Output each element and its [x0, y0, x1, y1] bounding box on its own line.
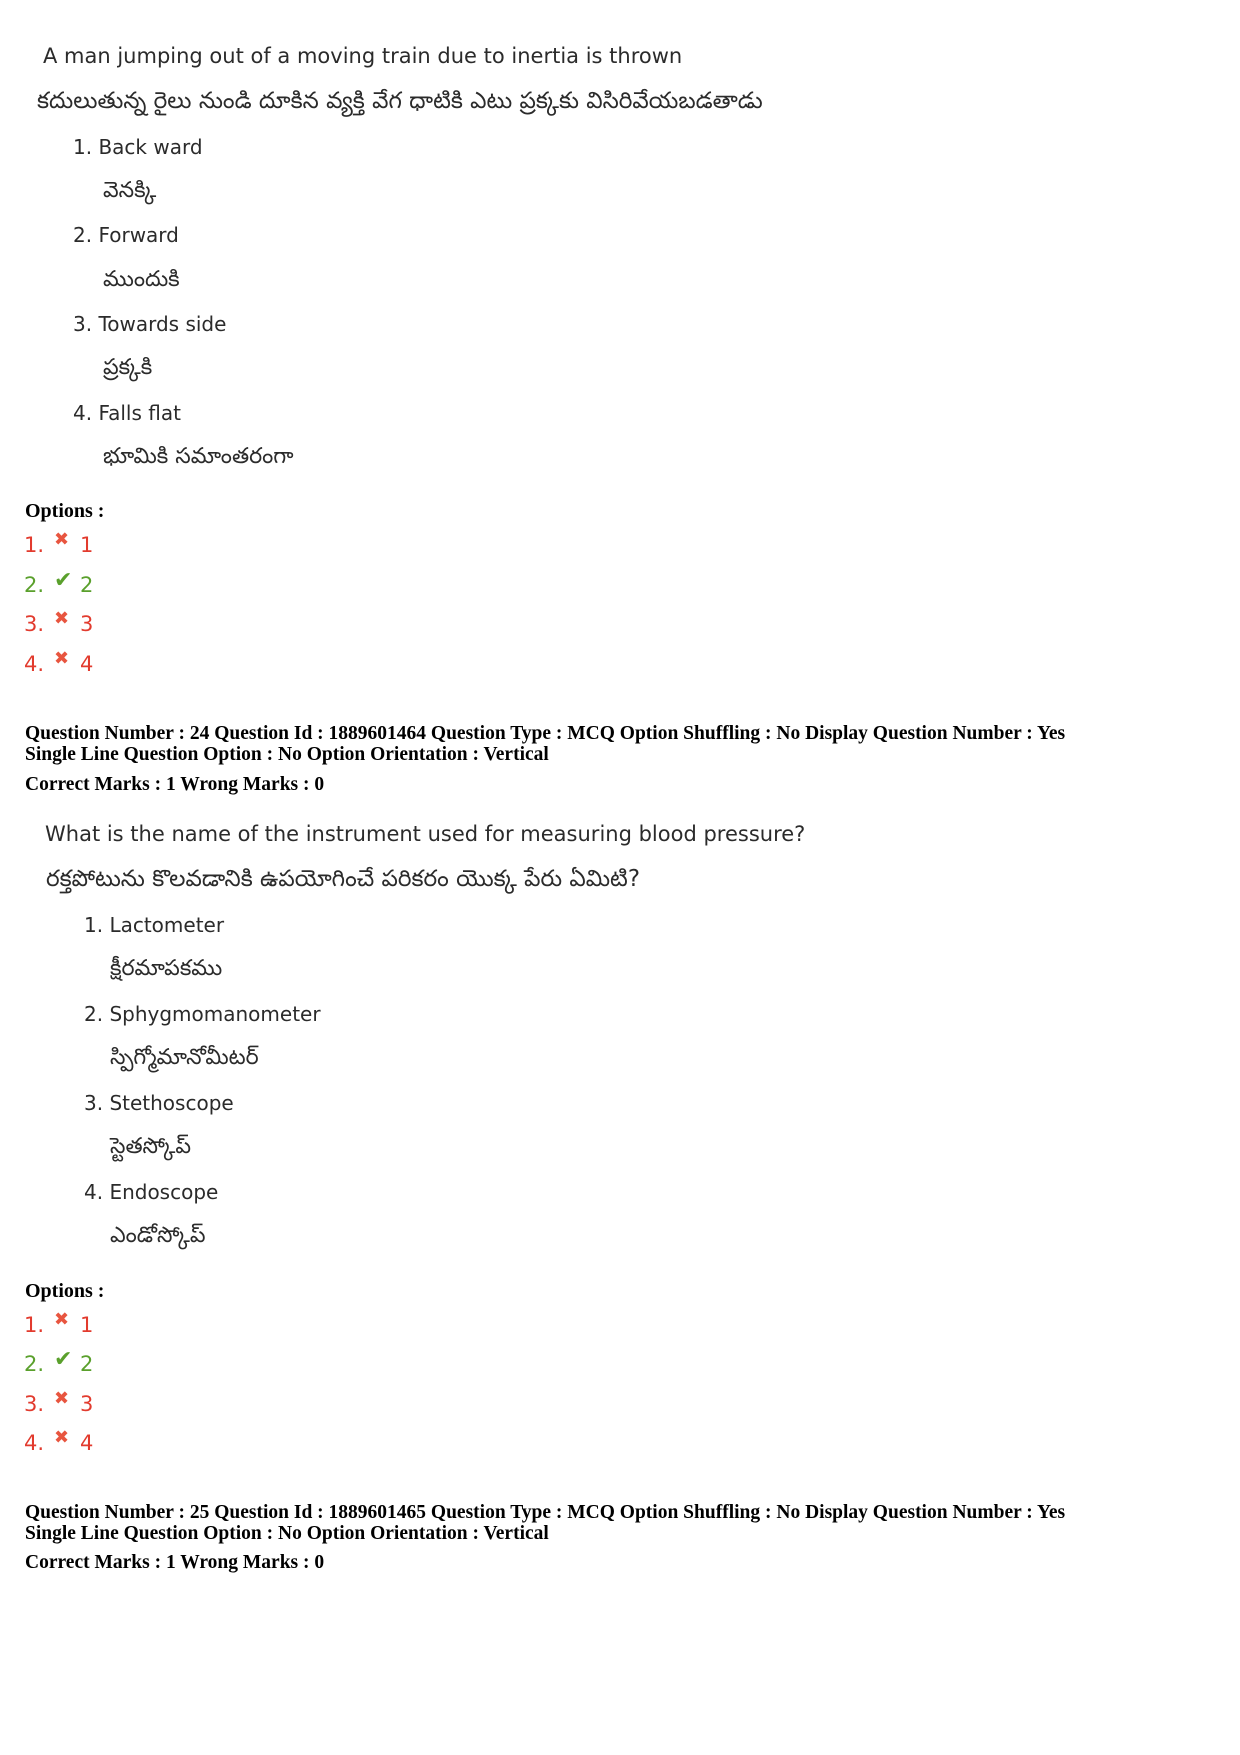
- choice-2-te: ముందుకి: [103, 267, 180, 292]
- choice-1-te: క్షీరమాపకము: [110, 956, 223, 981]
- question-meta-line-2: Single Line Question Option : No Option Orientation : Vertical: [25, 1523, 549, 1544]
- answer-value: 3: [80, 612, 94, 636]
- choice-4-en: 4. Falls flat: [73, 401, 181, 425]
- cross-icon: ✖: [54, 648, 70, 669]
- answer-value: 2: [80, 1352, 94, 1376]
- answer-option-4: [24, 1427, 94, 1459]
- check-icon: ✔: [54, 568, 73, 593]
- answer-value: 4: [80, 652, 94, 676]
- answer-number: 1.: [24, 1313, 45, 1337]
- answer-number: 4.: [24, 652, 45, 676]
- choice-1-te: వెనక్కి: [103, 178, 157, 203]
- answer-option-2: [24, 1347, 94, 1380]
- choice-3-te: స్టెతస్కోప్: [110, 1134, 192, 1159]
- choice-3-te: ప్రక్కకి: [103, 355, 153, 380]
- choice-4-te: ఎండోస్కోప్: [110, 1223, 206, 1248]
- answer-number: 2.: [24, 1352, 45, 1376]
- question-meta-line-1: Question Number : 25 Question Id : 1889601465 Question Type : MCQ Option Shuffling : No Display Question Number : Yes: [25, 1502, 1066, 1523]
- question-text-te: రక్తపోటును కొలవడానికి ఉపయోగించే పరికరం యొక్క పేరు ఏమిటి?: [46, 866, 641, 892]
- choice-1-en: 1. Back ward: [73, 135, 203, 159]
- answer-value: 4: [80, 1431, 94, 1455]
- answer-option-3: [24, 1388, 94, 1420]
- choice-4-te: భూమికి సమాంతరంగా: [103, 444, 294, 469]
- answer-value: 1: [80, 533, 94, 557]
- answer-value: 3: [80, 1392, 94, 1416]
- question-text-te: కదులుతున్న రైలు నుండి దూకిన వ్యక్తి వేగ ధాటికి ఎటు ప్రక్కకు విసిరివేయబడతాడు: [37, 88, 763, 114]
- cross-icon: ✖: [54, 529, 70, 550]
- choice-2-te: స్పిగ్మోమానోమీటర్: [110, 1045, 259, 1070]
- choice-2-en: 2. Sphygmomanometer: [84, 1002, 321, 1026]
- cross-icon: ✖: [54, 608, 70, 629]
- choice-3-en: 3. Towards side: [73, 312, 227, 336]
- answer-number: 1.: [24, 533, 45, 557]
- choice-4-en: 4. Endoscope: [84, 1180, 219, 1204]
- answer-number: 2.: [24, 573, 45, 597]
- options-heading: Options :: [25, 1280, 105, 1302]
- choice-3-en: 3. Stethoscope: [84, 1091, 234, 1115]
- check-icon: ✔: [54, 1347, 73, 1372]
- answer-number: 3.: [24, 1392, 45, 1416]
- question-meta-line-2: Single Line Question Option : No Option Orientation : Vertical: [25, 744, 549, 765]
- choice-2-en: 2. Forward: [73, 223, 179, 247]
- answer-option-4: [24, 648, 94, 680]
- options-heading: Options :: [25, 500, 105, 522]
- question-text-en: What is the name of the instrument used for measuring blood pressure?: [45, 822, 806, 846]
- answer-option-1: [24, 1309, 94, 1341]
- answer-number: 4.: [24, 1431, 45, 1455]
- choice-1-en: 1. Lactometer: [84, 913, 225, 937]
- question-marks: Correct Marks : 1 Wrong Marks : 0: [25, 774, 325, 795]
- cross-icon: ✖: [54, 1388, 70, 1409]
- answer-value: 2: [80, 573, 94, 597]
- question-text-en: A man jumping out of a moving train due to inertia is thrown: [43, 44, 683, 68]
- cross-icon: ✖: [54, 1427, 70, 1448]
- answer-option-2: [24, 568, 94, 601]
- answer-value: 1: [80, 1313, 94, 1337]
- answer-option-3: [24, 608, 94, 640]
- question-meta-line-1: Question Number : 24 Question Id : 1889601464 Question Type : MCQ Option Shuffling : No Display Question Number : Yes: [25, 723, 1066, 744]
- cross-icon: ✖: [54, 1309, 70, 1330]
- answer-number: 3.: [24, 612, 45, 636]
- question-marks: Correct Marks : 1 Wrong Marks : 0: [25, 1552, 325, 1573]
- answer-option-1: [24, 529, 94, 561]
